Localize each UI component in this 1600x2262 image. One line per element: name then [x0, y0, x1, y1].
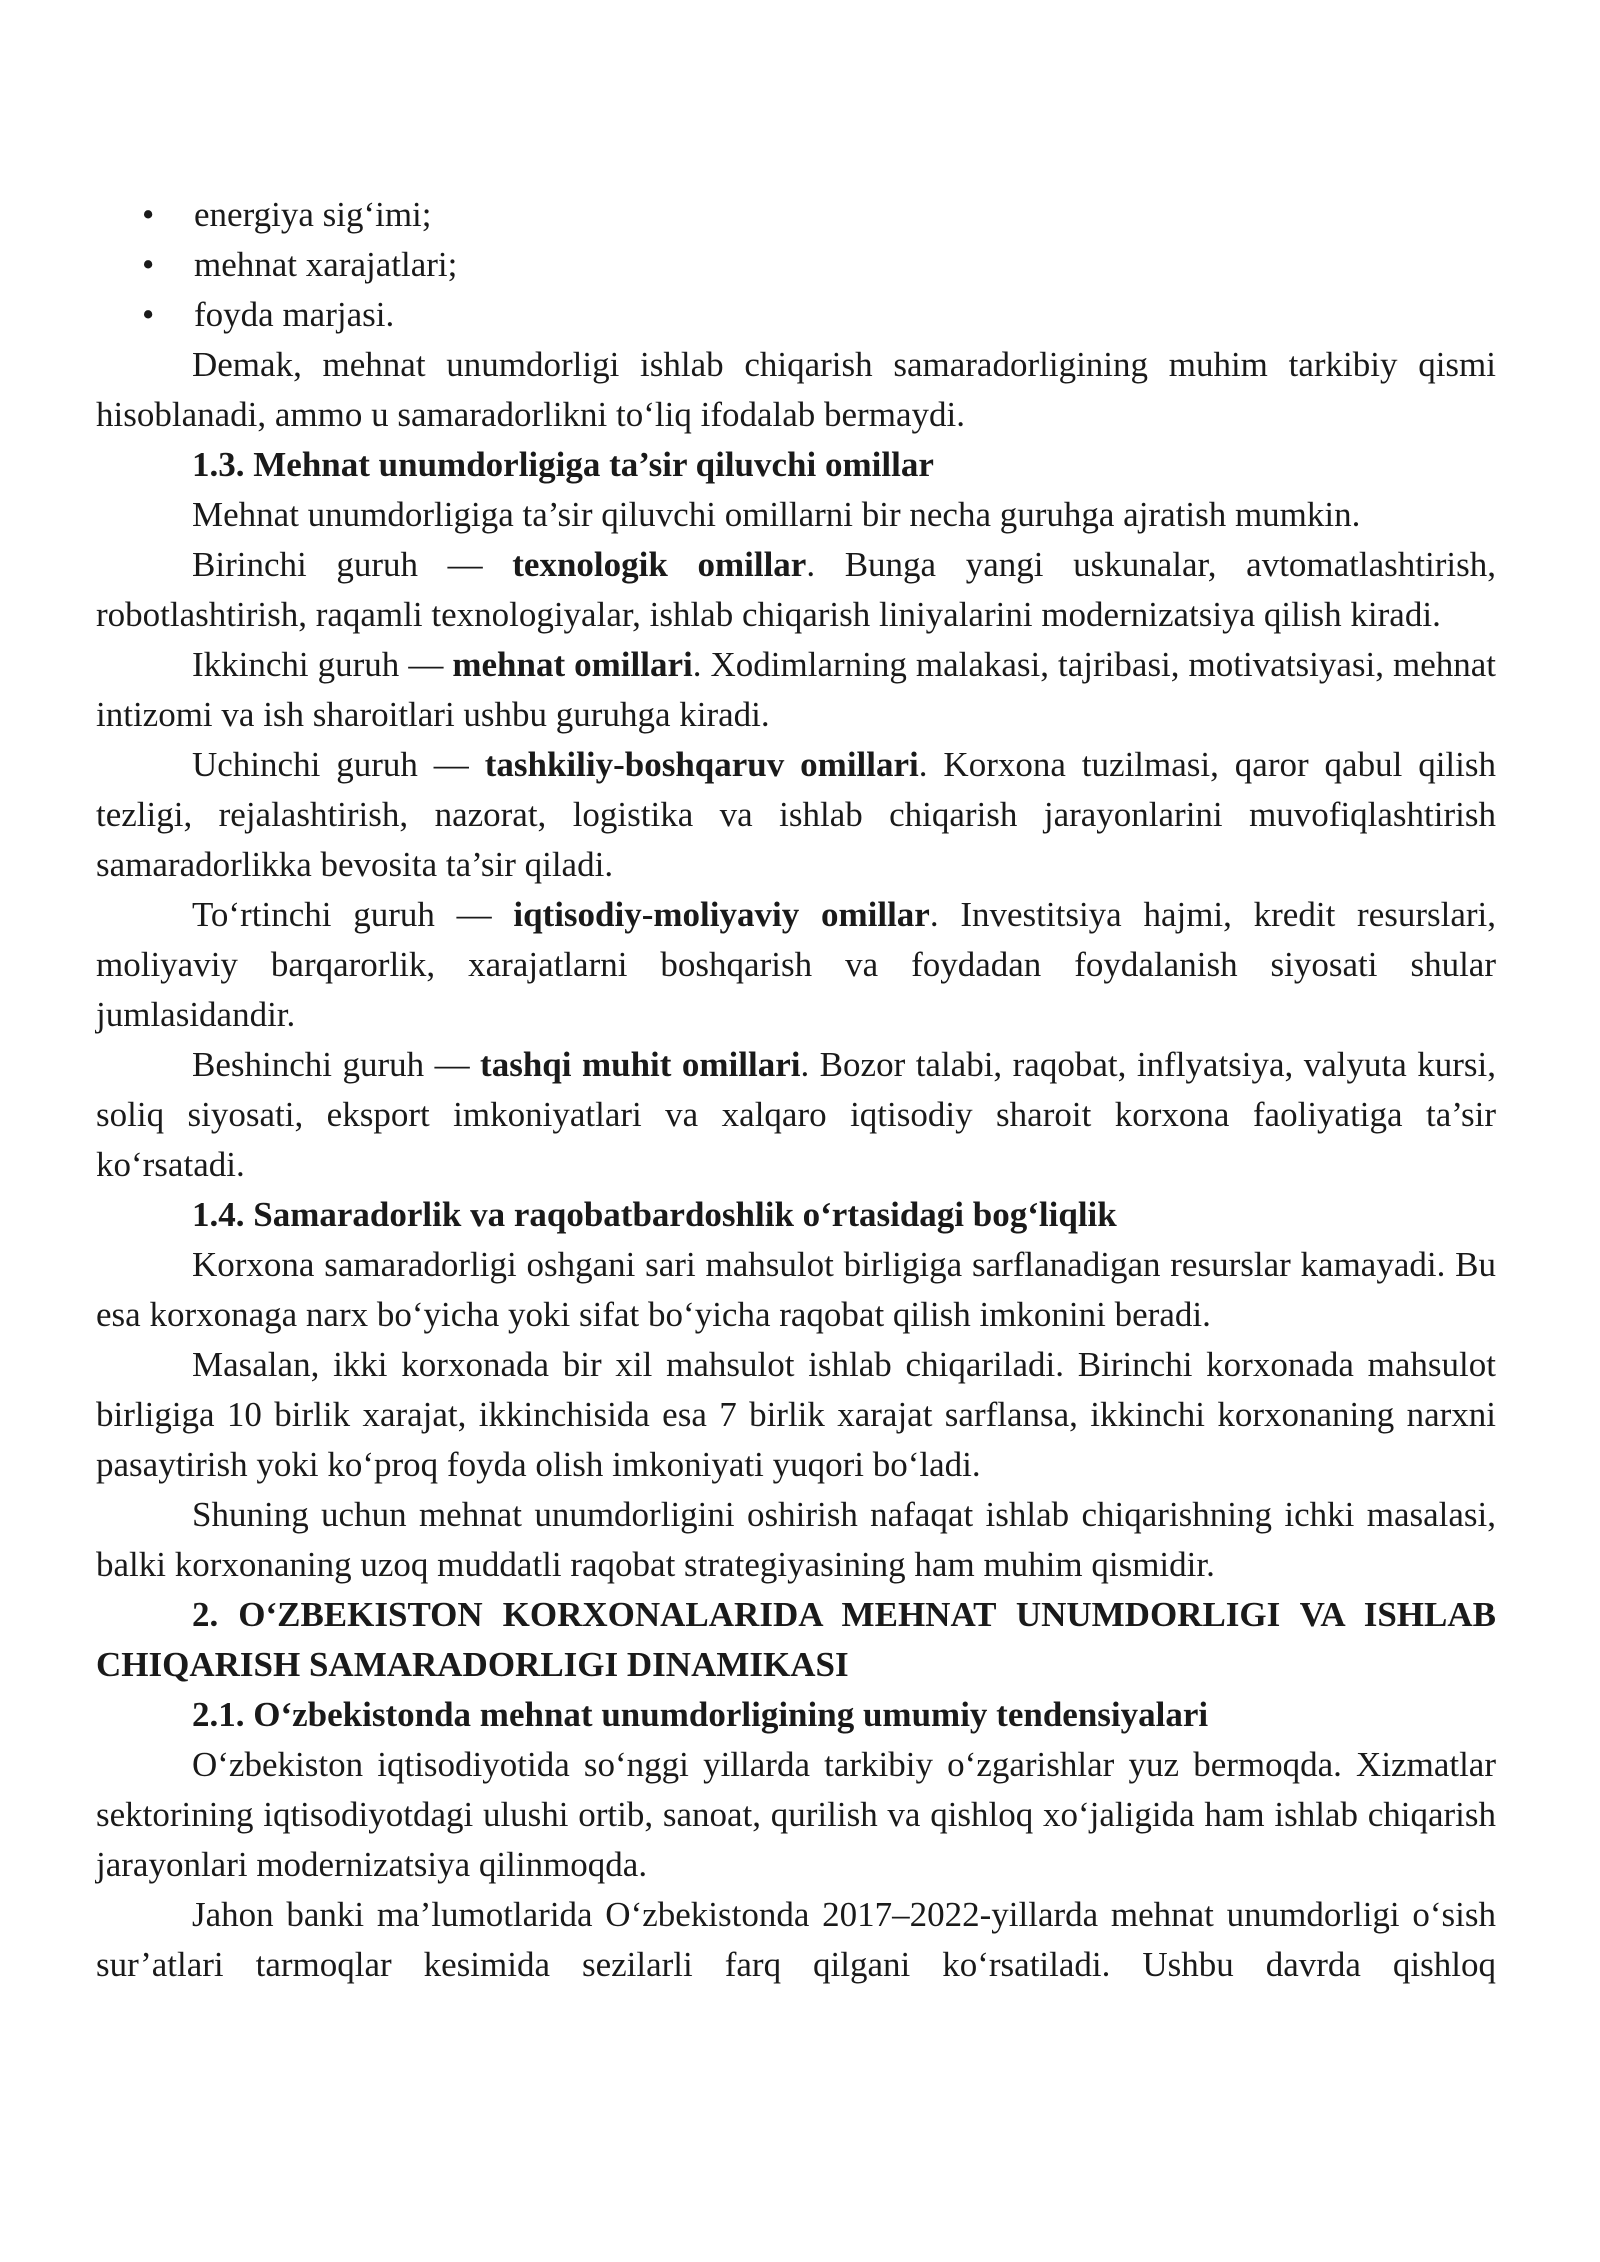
paragraph-factors-intro: Mehnat unumdorligiga ta’sir qiluvchi omillarni bir necha guruhga ajratish mumkin.	[192, 495, 1361, 534]
group-text: . Xodimlarning malakasi, tajribasi, motivatsiyasi, mehnat intizomi va ish sharoitlari ushbu guruhga kiradi.	[96, 645, 1496, 734]
group-prefix: Ikkinchi guruh —	[192, 645, 453, 684]
group-term: texnologik omillar	[512, 545, 807, 584]
group-text: . Korxona tuzilmasi, qaror qabul qilish tezligi, rejalashtirish, nazorat, logistika va ishlab chiqarish jarayonlarini muvofiqlashtirish samaradorlikka bevosita ta’sir qiladi.	[96, 745, 1497, 884]
document-page	[96, 190, 1496, 1990]
bullet-icon: •	[142, 245, 155, 284]
list-item	[96, 240, 1496, 290]
paragraph-korxona: Korxona samaradorligi oshgani sari mahsulot birligiga sarflanadigan resurslar kamayadi. Bu esa korxonaga narx bo‘yicha yoki sifat bo‘yicha raqobat qilish imkonini beradi.	[96, 1245, 1496, 1334]
group-term: tashkiliy-boshqaruv omillari	[484, 745, 919, 784]
bullet-icon: •	[142, 195, 155, 234]
paragraph-conclusion: Demak, mehnat unumdorligi ishlab chiqarish samaradorligining muhim tarkibiy qismi hisoblanadi, ammo u samaradorlikni to‘liq ifodalab bermaydi.	[96, 345, 1496, 434]
paragraph-group-5	[96, 1040, 1496, 1190]
section-heading-2-1: 2.1. O‘zbekistonda mehnat unumdorligining umumiy tendensiyalari	[192, 1695, 1209, 1734]
group-term: iqtisodiy-moliyaviy omillar	[513, 895, 930, 934]
section-heading-1-4: 1.4. Samaradorlik va raqobatbardoshlik o‘rtasidagi bog‘liqlik	[192, 1195, 1117, 1234]
list-item-text: foyda marjasi.	[194, 295, 395, 334]
list-item	[96, 290, 1496, 340]
paragraph-example: Masalan, ikki korxonada bir xil mahsulot ishlab chiqariladi. Birinchi korxonada mahsulot birligiga 10 birlik xarajat, ikkinchisida esa 7 birlik xarajat sarflansa, ikkinchi korxonaning narxni pasaytirish yoki ko‘proq foyda olish imkoniyati yuqori bo‘ladi.	[96, 1345, 1496, 1484]
paragraph-group-4	[96, 890, 1496, 1040]
group-prefix: Beshinchi guruh —	[192, 1045, 481, 1084]
paragraph-group-2	[96, 640, 1496, 740]
paragraph-group-1	[96, 540, 1496, 640]
group-term: tashqi muhit omillari	[480, 1045, 801, 1084]
paragraph-therefore: Shuning uchun mehnat unumdorligini oshirish nafaqat ishlab chiqarishning ichki masalasi, balki korxonaning uzoq muddatli raqobat strategiyasining ham muhim qismidir.	[96, 1495, 1496, 1584]
chapter-heading-2: 2. O‘ZBEKISTON KORXONALARIDA MEHNAT UNUMDORLIGI VA ISHLAB CHIQARISH SAMARADORLIGI DINAMIKASI	[96, 1595, 1496, 1684]
group-prefix: To‘rtinchi guruh —	[192, 895, 514, 934]
group-text: . Investitsiya hajmi, kredit resurslari, moliyaviy barqarorlik, xarajatlarni boshqarish va foydadan foydalanish siyosati shular jumlasidandir.	[96, 895, 1497, 1034]
group-prefix: Birinchi guruh —	[192, 545, 513, 584]
group-prefix: Uchinchi guruh —	[192, 745, 485, 784]
list-item-text: energiya sig‘imi;	[194, 195, 432, 234]
group-term: mehnat omillari	[452, 645, 693, 684]
group-text: . Bunga yangi uskunalar, avtomatlashtirish, robotlashtirish, raqamli texnologiyalar, ishlab chiqarish liniyalarini modernizatsiya qilish kiradi.	[96, 545, 1496, 634]
bullet-icon: •	[142, 295, 155, 334]
list-item-text: mehnat xarajatlari;	[194, 245, 458, 284]
paragraph-uzbekistan-trends: O‘zbekiston iqtisodiyotida so‘nggi yillarda tarkibiy o‘zgarishlar yuz bermoqda. Xizmatlar sektorining iqtisodiyotdagi ulushi ortib, sanoat, qurilish va qishloq xo‘jaligida ham ishlab chiqarish jarayonlari modernizatsiya qilinmoqda.	[96, 1745, 1496, 1884]
paragraph-group-3	[96, 740, 1496, 890]
paragraph-world-bank: Jahon banki ma’lumotlarida O‘zbekistonda 2017–2022-yillarda mehnat unumdorligi o‘sish sur’atlari tarmoqlar kesimida sezilarli farq qilgani ko‘rsatiladi. Ushbu davrda qishloq	[96, 1895, 1496, 1984]
list-item	[96, 190, 1496, 240]
bullet-list	[96, 190, 1496, 340]
section-heading-1-3: 1.3. Mehnat unumdorligiga ta’sir qiluvchi omillar	[192, 445, 934, 484]
group-text: . Bozor talabi, raqobat, inflyatsiya, valyuta kursi, soliq siyosati, eksport imkoniyatlari va xalqaro iqtisodiy sharoit korxona faoliyatiga ta’sir ko‘rsatadi.	[96, 1045, 1497, 1184]
